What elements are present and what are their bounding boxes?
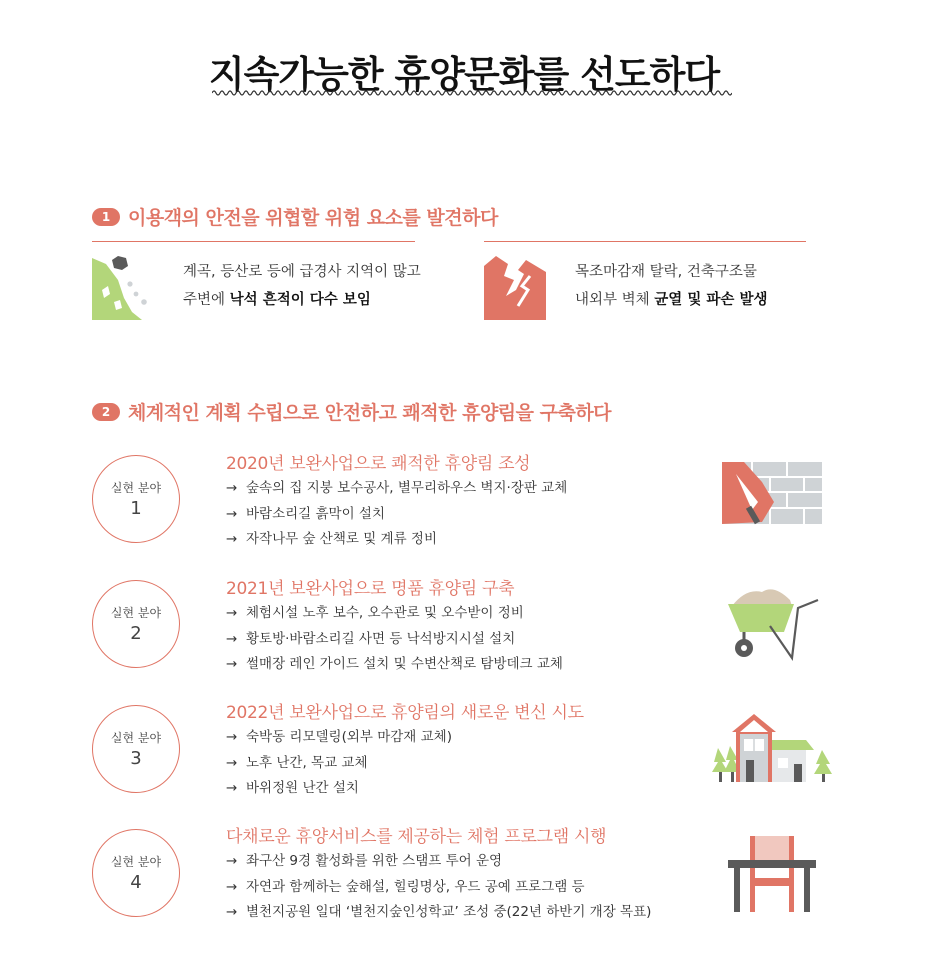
list-item: → 황토방·바람소리길 사면 등 낙석방지시설 설치 [226, 630, 516, 647]
program1-label: 실현 분야 [110, 481, 162, 495]
title-wavy-underline [212, 88, 732, 98]
list-item: → 좌구산 9경 활성화를 위한 스탬프 투어 운영 [226, 853, 503, 869]
cracked-building-icon [484, 256, 548, 320]
list-item: → 바람소리길 흙막이 설치 [226, 505, 385, 522]
risk1-line2: 주변에 낙석 흔적이 다수 보임 [183, 292, 371, 308]
list-item: → 체험시설 노후 보수, 오수관로 및 오수받이 정비 [226, 605, 524, 621]
risk2-rule [484, 241, 806, 242]
list-item: → 노후 난간, 목교 교체 [226, 754, 368, 771]
program3-label: 실현 분야 [110, 731, 162, 745]
list-item: → 자작나무 숲 산책로 및 계류 정비 [226, 531, 437, 547]
risk1-highlight: 낙석 흔적이 다수 보임 [229, 292, 371, 308]
program2-list [226, 601, 563, 678]
house-trees-icon [710, 712, 834, 784]
section1-badge: 1 [92, 208, 120, 226]
program4-label: 실현 분야 [110, 855, 162, 869]
program3-badge [92, 705, 180, 793]
brick-wall-trowel-icon [722, 462, 822, 528]
program2-badge [92, 580, 180, 668]
risk2-text [575, 258, 767, 314]
section1-title: 이용객의 안전을 위협할 위험 요소를 발견하다 [128, 207, 498, 229]
program2-number: 2 [130, 623, 142, 644]
program4-list [226, 849, 651, 926]
risk2-highlight: 균열 및 파손 발생 [654, 292, 768, 308]
risk2-line2: 내외부 벽체 균열 및 파손 발생 [575, 292, 768, 308]
section2-header [92, 398, 611, 425]
list-item: → 별천지공원 일대 ‘별천지숲인성학교’ 조성 중(22년 하반기 개장 목표) [226, 904, 652, 920]
program2-label: 실현 분야 [110, 606, 162, 620]
program3-title: 2022년 보완사업으로 휴양림의 새로운 변신 시도 [226, 703, 584, 723]
program1-title: 2020년 보완사업으로 쾌적한 휴양림 조성 [226, 454, 531, 474]
risk1-line1: 계곡, 등산로 등에 급경사 지역이 많고 [183, 264, 421, 280]
table-chair-icon [728, 834, 818, 912]
risk2-line1: 목조마감재 탈락, 건축구조물 [575, 264, 757, 280]
section1-header [92, 203, 498, 230]
list-item: → 자연과 함께하는 숲해설, 힐링명상, 우드 공예 프로그램 등 [226, 878, 585, 895]
page-title: 지속가능한 휴양문화를 선도하다 [208, 53, 720, 96]
section2-badge: 2 [92, 403, 120, 421]
program4-badge [92, 829, 180, 917]
list-item: → 숲속의 집 지붕 보수공사, 별무리하우스 벽지·장판 교체 [226, 480, 568, 496]
program1-badge [92, 455, 180, 543]
wheelbarrow-icon [726, 584, 822, 662]
program4-number: 4 [130, 872, 142, 893]
program3-list [226, 725, 452, 802]
list-item: → 바위정원 난간 설치 [226, 780, 359, 796]
risk1-rule [92, 241, 415, 242]
program1-number: 1 [130, 498, 142, 519]
program4-title: 다채로운 휴양서비스를 제공하는 체험 프로그램 시행 [226, 827, 607, 847]
program2-title: 2021년 보완사업으로 명품 휴양림 구축 [226, 579, 515, 599]
section2-title: 체계적인 계획 수립으로 안전하고 쾌적한 휴양림을 구축하다 [128, 402, 612, 424]
program1-list [226, 476, 567, 553]
falling-rock-icon [92, 254, 152, 322]
list-item: → 숙박동 리모델링(외부 마감재 교체) [226, 729, 452, 745]
list-item: → 썰매장 레인 가이드 설치 및 수변산책로 탐방데크 교체 [226, 656, 563, 672]
program3-number: 3 [130, 748, 142, 769]
risk1-text [183, 258, 421, 314]
